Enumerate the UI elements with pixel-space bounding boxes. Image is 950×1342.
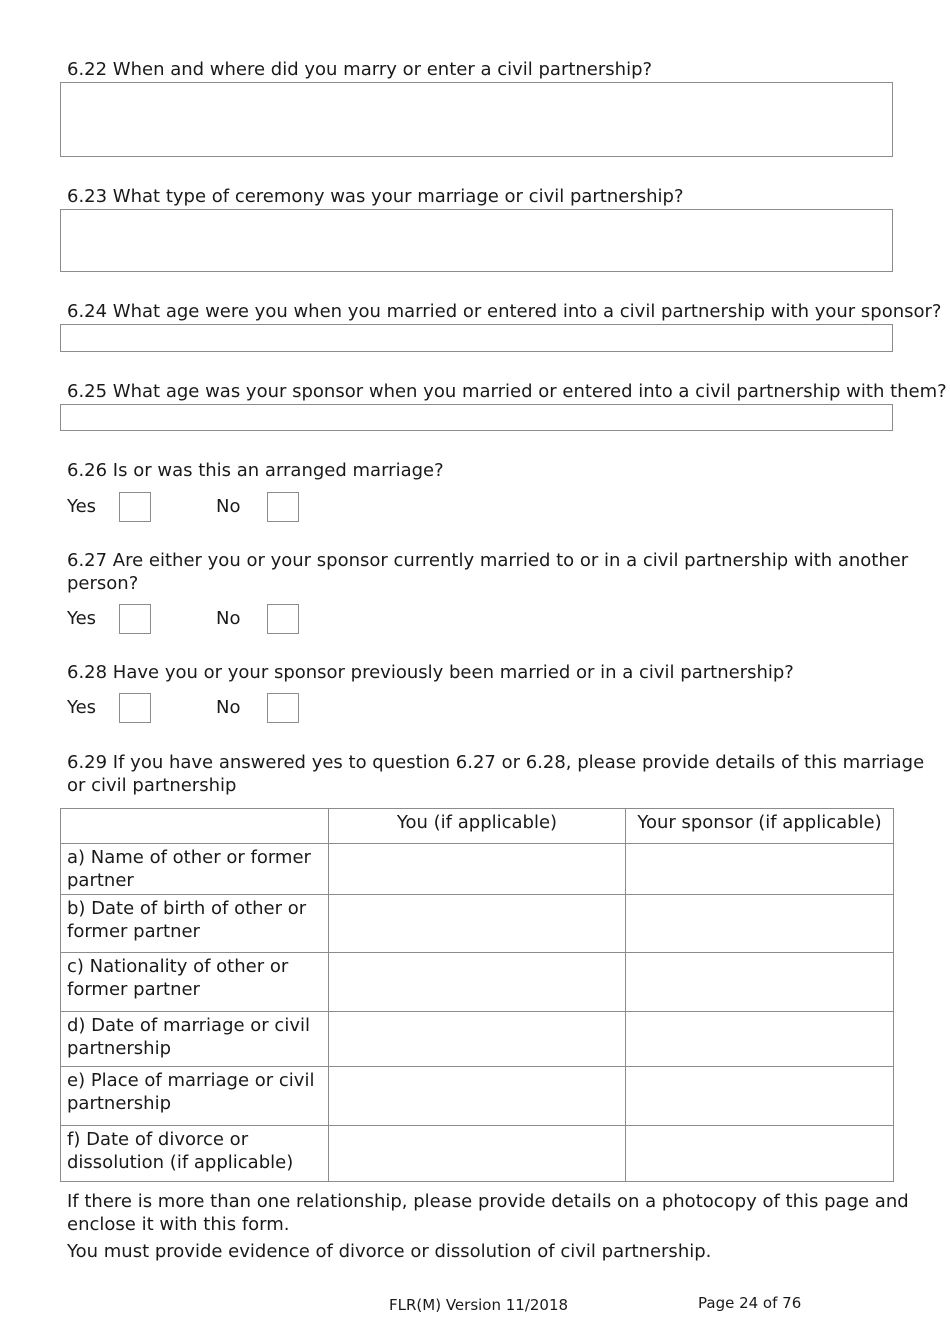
q626-no-checkbox[interactable] (267, 492, 299, 522)
question-6-27-line2: person? (67, 573, 139, 594)
table-row (61, 1067, 894, 1126)
question-6-28-label: 6.28 Have you or your sponsor previously been married or in a civil partnership? (67, 662, 794, 683)
note-photocopy-line1: If there is more than one relationship, please provide details on a photocopy of this page and (67, 1191, 909, 1212)
page-number: Page 24 of 76 (698, 1294, 802, 1312)
sponsor-cell-marriage-place[interactable] (626, 1067, 894, 1126)
note-photocopy (67, 1190, 909, 1236)
row-label (61, 1126, 329, 1182)
row-label-line: partnership (67, 1038, 172, 1059)
you-cell-nationality[interactable] (329, 953, 626, 1012)
q628-yes-label: Yes (67, 697, 97, 718)
row-label (61, 895, 329, 953)
row-label-line: b) Date of birth of other or (67, 898, 307, 919)
q626-yes-label: Yes (67, 496, 97, 517)
sponsor-cell-name[interactable] (626, 844, 894, 895)
table-row (61, 953, 894, 1012)
q628-yes-checkbox[interactable] (119, 693, 151, 723)
note-photocopy-line2: enclose it with this form. (67, 1214, 290, 1235)
question-6-29-line2: or civil partnership (67, 775, 237, 796)
sponsor-cell-nationality[interactable] (626, 953, 894, 1012)
row-label-line: former partner (67, 979, 200, 1000)
header-you: You (if applicable) (329, 809, 626, 844)
row-label (61, 1012, 329, 1067)
row-label-line: former partner (67, 921, 200, 942)
marriage-when-where-field[interactable] (60, 82, 893, 157)
q627-yes-checkbox[interactable] (119, 604, 151, 634)
sponsor-cell-marriage-date[interactable] (626, 1012, 894, 1067)
row-label (61, 844, 329, 895)
sponsor-cell-divorce-date[interactable] (626, 1126, 894, 1182)
row-label-line: d) Date of marriage or civil (67, 1015, 310, 1036)
sponsor-age-at-marriage-field[interactable] (60, 404, 893, 431)
row-label-line: dissolution (if applicable) (67, 1152, 294, 1173)
row-label-line: partnership (67, 1093, 172, 1114)
row-label (61, 953, 329, 1012)
row-label-line: c) Nationality of other or (67, 956, 289, 977)
row-label-line: partner (67, 870, 134, 891)
q627-no-checkbox[interactable] (267, 604, 299, 634)
row-label (61, 1067, 329, 1126)
question-6-26-label: 6.26 Is or was this an arranged marriage? (67, 460, 444, 481)
note-evidence: You must provide evidence of divorce or dissolution of civil partnership. (67, 1241, 712, 1262)
table-row (61, 844, 894, 895)
question-6-22-label: 6.22 When and where did you marry or enter a civil partnership? (67, 59, 653, 80)
header-blank-cell (61, 809, 329, 844)
applicant-age-at-marriage-field[interactable] (60, 324, 893, 352)
previous-relationship-table (60, 808, 894, 1182)
question-6-23-label: 6.23 What type of ceremony was your marriage or civil partnership? (67, 186, 684, 207)
q627-yes-label: Yes (67, 608, 97, 629)
question-6-29-line1: 6.29 If you have answered yes to question 6.27 or 6.28, please provide details of this marriage (67, 752, 925, 773)
q628-no-label: No (216, 697, 241, 718)
header-sponsor: Your sponsor (if applicable) (626, 809, 894, 844)
you-cell-divorce-date[interactable] (329, 1126, 626, 1182)
q626-yes-checkbox[interactable] (119, 492, 151, 522)
q628-no-checkbox[interactable] (267, 693, 299, 723)
table-row (61, 1126, 894, 1182)
row-label-line: e) Place of marriage or civil (67, 1070, 315, 1091)
row-label-line: a) Name of other or former (67, 847, 311, 868)
question-6-27-line1: 6.27 Are either you or your sponsor currently married to or in a civil partnership with another (67, 550, 909, 571)
q627-no-label: No (216, 608, 241, 629)
sponsor-cell-dob[interactable] (626, 895, 894, 953)
question-6-25-label: 6.25 What age was your sponsor when you married or entered into a civil partnership with them? (67, 381, 947, 402)
you-cell-marriage-date[interactable] (329, 1012, 626, 1067)
you-cell-marriage-place[interactable] (329, 1067, 626, 1126)
question-6-24-label: 6.24 What age were you when you married or entered into a civil partnership with your sponsor? (67, 301, 942, 322)
form-version: FLR(M) Version 11/2018 (389, 1296, 569, 1314)
table-header-row (61, 809, 894, 844)
you-cell-dob[interactable] (329, 895, 626, 953)
table-row (61, 895, 894, 953)
question-6-27-label (67, 549, 908, 595)
row-label-line: f) Date of divorce or (67, 1129, 249, 1150)
table-row (61, 1012, 894, 1067)
you-cell-name[interactable] (329, 844, 626, 895)
question-6-29-label (67, 751, 924, 797)
ceremony-type-field[interactable] (60, 209, 893, 272)
q626-no-label: No (216, 496, 241, 517)
